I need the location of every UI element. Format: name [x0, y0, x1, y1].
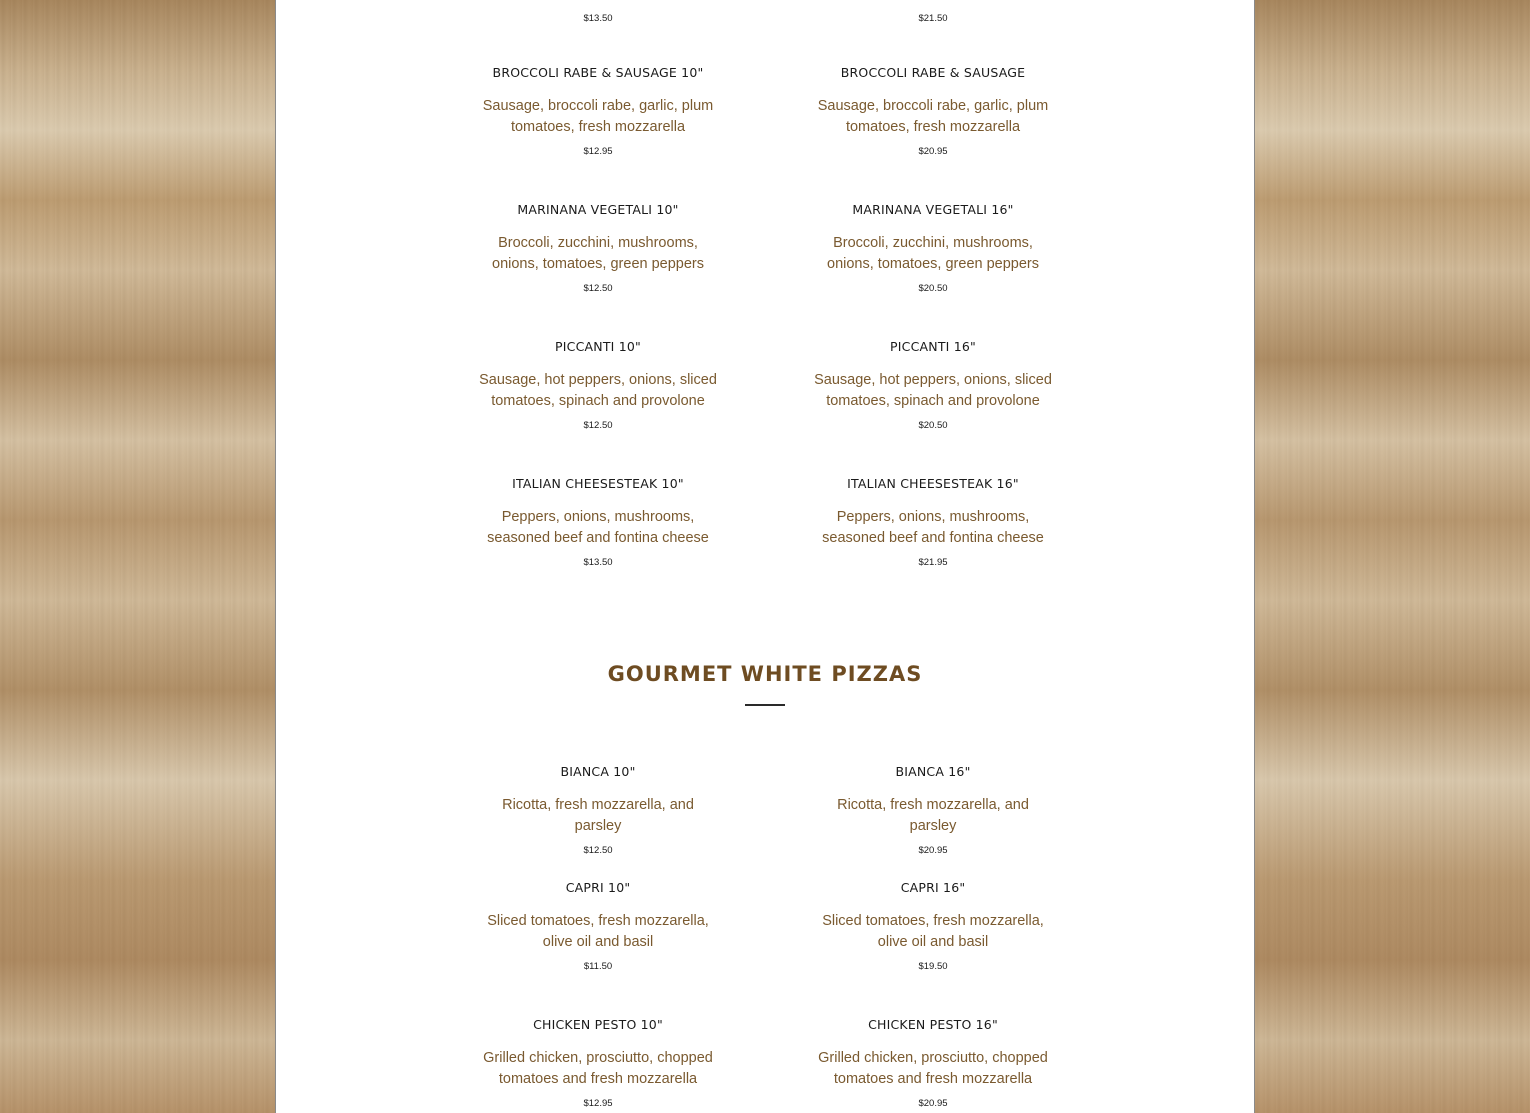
item-price: $12.95	[583, 146, 613, 157]
item-price: $12.50	[583, 420, 613, 431]
section-title-gourmet-white-pizzas: GOURMET WHITE PIZZAS	[607, 662, 923, 686]
item-description: Ricotta, fresh mozzarella, and parsley	[502, 797, 694, 834]
item-description: Sausage, hot peppers, onions, sliced tomatoes, spinach and provolone	[479, 372, 717, 409]
menu-item-chicken-pesto-16	[783, 1017, 1083, 1110]
item-price: $12.50	[583, 283, 613, 294]
menu-item-piccanti-10	[448, 339, 748, 432]
item-description: Sausage, hot peppers, onions, sliced tomatoes, spinach and provolone	[814, 372, 1052, 409]
menu-item-piccanti-16	[783, 339, 1083, 432]
item-name: PICCANTI 10"	[555, 339, 641, 354]
menu-item-capri-10	[448, 880, 748, 973]
item-price: $20.50	[918, 283, 948, 294]
menu-item-marinana-vegetali-16	[783, 202, 1083, 295]
item-name: CAPRI 16"	[900, 880, 966, 895]
item-name: MARINANA VEGETALI 10"	[517, 202, 679, 217]
item-price: $20.95	[918, 845, 948, 856]
item-price: $20.95	[918, 146, 948, 157]
marble-background-right	[1255, 0, 1530, 1113]
item-description: Broccoli, zucchini, mushrooms, onions, tomatoes, green peppers	[827, 235, 1039, 272]
menu-item-price-top-right	[783, 8, 1083, 26]
item-name: BROCCOLI RABE & SAUSAGE 10"	[492, 65, 704, 80]
item-name: CHICKEN PESTO 10"	[533, 1017, 663, 1032]
item-price: $20.95	[918, 1098, 948, 1109]
item-price: $12.95	[583, 1098, 613, 1109]
menu-item-marinana-vegetali-10	[448, 202, 748, 295]
item-name: CAPRI 10"	[565, 880, 631, 895]
item-description: Sliced tomatoes, fresh mozzarella, olive oil and basil	[822, 913, 1044, 950]
item-price: $12.50	[583, 845, 613, 856]
item-description: Grilled chicken, prosciutto, chopped tomatoes and fresh mozzarella	[818, 1050, 1048, 1087]
menu-item-chicken-pesto-10	[448, 1017, 748, 1110]
item-price: $21.95	[918, 557, 948, 568]
item-name: ITALIAN CHEESESTEAK 10"	[512, 476, 684, 491]
marble-background-left	[0, 0, 276, 1113]
item-description: Peppers, onions, mushrooms, seasoned beef and fontina cheese	[822, 509, 1044, 546]
item-price: $20.50	[918, 420, 948, 431]
item-price: $13.50	[583, 13, 613, 24]
item-description: Peppers, onions, mushrooms, seasoned beef and fontina cheese	[487, 509, 709, 546]
menu-item-broccoli-rabe-10	[448, 65, 748, 158]
item-price: $11.50	[583, 961, 613, 972]
item-name: BIANCA 10"	[560, 764, 636, 779]
menu-item-capri-16	[783, 880, 1083, 973]
menu-item-italian-cheesesteak-10	[448, 476, 748, 569]
menu-panel	[275, 0, 1255, 1113]
item-name: BROCCOLI RABE & SAUSAGE	[840, 65, 1026, 80]
menu-item-price-top-left	[448, 8, 748, 26]
menu-item-italian-cheesesteak-16	[783, 476, 1083, 569]
menu-item-bianca-16	[783, 764, 1083, 857]
item-name: ITALIAN CHEESESTEAK 16"	[847, 476, 1019, 491]
item-price: $19.50	[918, 961, 948, 972]
item-name: CHICKEN PESTO 16"	[868, 1017, 998, 1032]
item-name: MARINANA VEGETALI 16"	[852, 202, 1014, 217]
menu-item-bianca-10	[448, 764, 748, 857]
item-description: Grilled chicken, prosciutto, chopped tomatoes and fresh mozzarella	[483, 1050, 713, 1087]
item-description: Ricotta, fresh mozzarella, and parsley	[837, 797, 1029, 834]
item-description: Broccoli, zucchini, mushrooms, onions, tomatoes, green peppers	[492, 235, 704, 272]
item-description: Sliced tomatoes, fresh mozzarella, olive oil and basil	[487, 913, 709, 950]
item-price: $21.50	[918, 13, 948, 24]
item-name: BIANCA 16"	[895, 764, 971, 779]
item-description: Sausage, broccoli rabe, garlic, plum tomatoes, fresh mozzarella	[482, 98, 714, 135]
item-price: $13.50	[583, 557, 613, 568]
menu-item-broccoli-rabe-16	[783, 65, 1083, 158]
item-description: Sausage, broccoli rabe, garlic, plum tomatoes, fresh mozzarella	[817, 98, 1049, 135]
section-divider	[745, 704, 785, 706]
item-name: PICCANTI 16"	[890, 339, 976, 354]
